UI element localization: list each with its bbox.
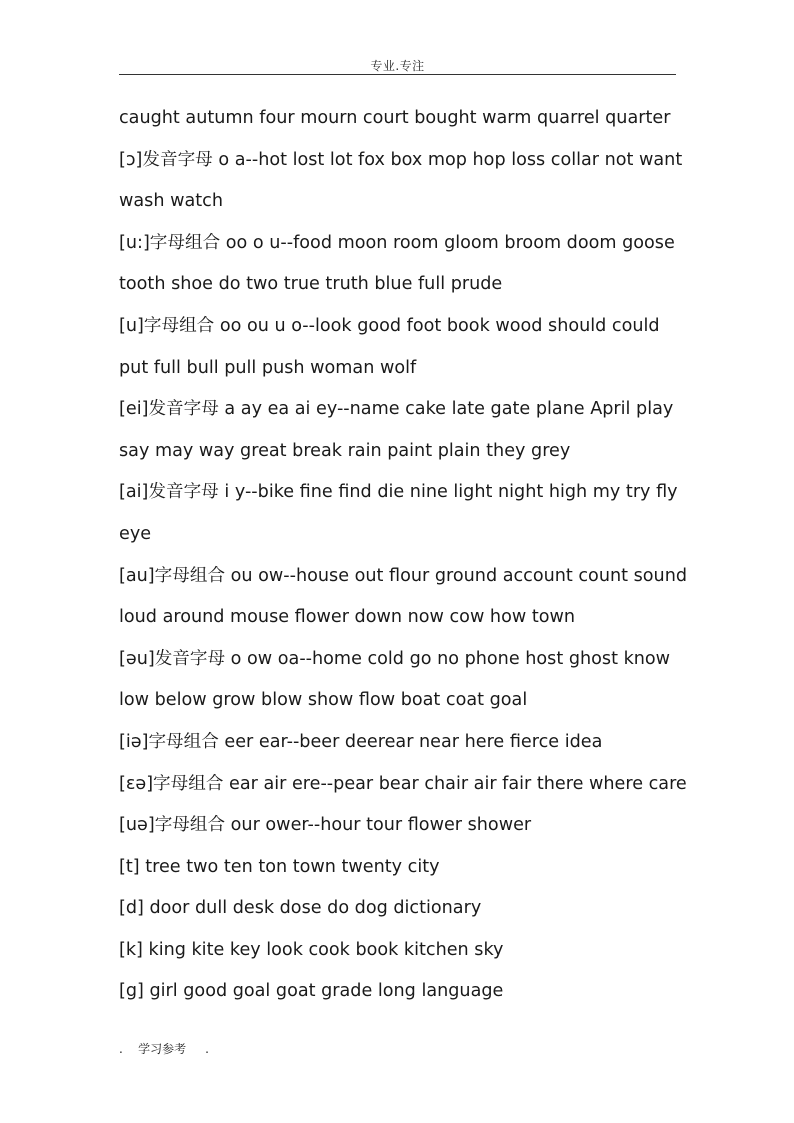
text-line: [ai]发音字母 i y--bike fine find die nine light night high my try fly (119, 482, 678, 503)
text-line: [əu]发音字母 o ow oa--home cold go no phone host ghost know (119, 648, 671, 669)
text-line: [u]字母组合 oo ou u o--look good foot book wood should could (119, 315, 660, 336)
text-line: [g] girl good goal goat grade long language (119, 981, 504, 1002)
page-header-title: 专业.专注 (370, 59, 425, 73)
header-divider (119, 74, 676, 75)
document-body (119, 98, 699, 1013)
text-line: [ɔ]发音字母 o a--hot lost lot fox box mop hop loss collar not want (119, 149, 683, 170)
text-line: [ei]发音字母 a ay ea ai ey--name cake late gate plane April play (119, 399, 674, 420)
text-line: [εə]字母组合 ear air ere--pear bear chair air fair there where care (119, 773, 687, 794)
text-line: put full bull pull push woman wolf (119, 357, 417, 378)
text-line: [u:]字母组合 oo o u--food moon room gloom broom doom goose (119, 232, 675, 253)
text-line: [t] tree two ten ton town twenty city (119, 856, 440, 877)
text-line: loud around mouse flower down now cow how town (119, 607, 576, 628)
text-line: tooth shoe do two true truth blue full prude (119, 274, 503, 295)
text-line: [au]字母组合 ou ow--house out flour ground account count sound (119, 565, 688, 586)
text-line: [d] door dull desk dose do dog dictionary (119, 898, 482, 919)
text-line: [iə]字母组合 eer ear--beer deerear near here fierce idea (119, 731, 603, 752)
text-line: [uə]字母组合 our ower--hour tour flower shower (119, 815, 532, 836)
text-line: caught autumn four mourn court bought warm quarrel quarter (119, 108, 671, 128)
text-line: eye (119, 523, 152, 544)
text-line: [k] king kite key look cook book kitchen sky (119, 939, 504, 960)
text-line: wash watch (119, 191, 223, 212)
text-line: low below grow blow show flow boat coat goal (119, 690, 528, 711)
text-line: say may way great break rain paint plain they grey (119, 440, 571, 461)
page-footer: . 学习参考 . (119, 1042, 209, 1056)
